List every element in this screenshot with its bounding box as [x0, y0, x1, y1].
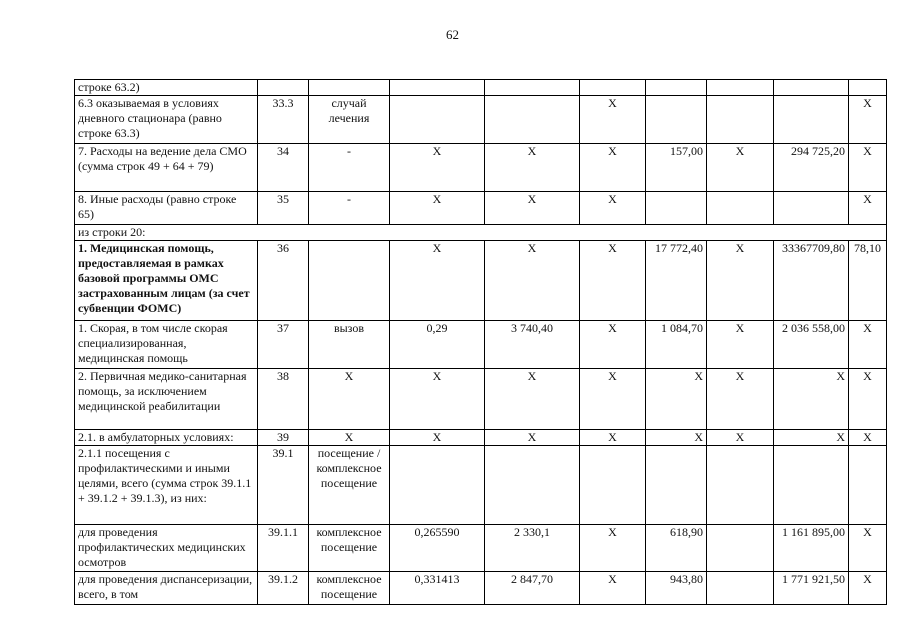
- percent-cell: Х: [849, 572, 887, 605]
- cost-cell: [485, 446, 580, 525]
- total-sum-cell: [774, 96, 849, 144]
- row-name-cell: строке 63.2): [75, 80, 258, 96]
- table-row: [75, 80, 887, 96]
- cost-cell: 3 740,40: [485, 321, 580, 369]
- unit-cell: случай лечения: [309, 96, 390, 144]
- row-name-cell: 1. Скорая, в том числе скорая специализированная, медицинская помощь: [75, 321, 258, 369]
- volume-cell: 0,265590: [390, 525, 485, 572]
- percent-cell: Х: [849, 321, 887, 369]
- volume-cell: 0,331413: [390, 572, 485, 605]
- row-name-cell: 2.1. в амбулаторных условиях:: [75, 430, 258, 446]
- unit-cell: комплексное посещение: [309, 572, 390, 605]
- col8-cell: [707, 572, 774, 605]
- percent-cell: [849, 446, 887, 525]
- volume-cell: [390, 446, 485, 525]
- col8-cell: Х: [707, 430, 774, 446]
- table-row: [75, 321, 887, 369]
- col8-cell: [707, 446, 774, 525]
- col8-cell: [707, 80, 774, 96]
- cost-cell: Х: [485, 241, 580, 321]
- cost-cell: Х: [485, 144, 580, 192]
- unit-cell: комплексное посещение: [309, 525, 390, 572]
- unit-cell: -: [309, 144, 390, 192]
- per-capita-cell: 157,00: [646, 144, 707, 192]
- row-name-cell: 7. Расходы на ведение дела СМО (сумма строк 49 + 64 + 79): [75, 144, 258, 192]
- total-sum-cell: 33367709,80: [774, 241, 849, 321]
- col6-cell: Х: [580, 369, 646, 430]
- row-number-cell: 39.1.1: [258, 525, 309, 572]
- volume-cell: [390, 80, 485, 96]
- per-capita-cell: [646, 192, 707, 225]
- total-sum-cell: Х: [774, 430, 849, 446]
- table-row: [75, 430, 887, 446]
- row-name-cell: 2. Первичная медико-санитарная помощь, за исключением медицинской реабилитации: [75, 369, 258, 430]
- per-capita-cell: 1 084,70: [646, 321, 707, 369]
- total-sum-cell: [774, 192, 849, 225]
- page-number: 62: [446, 27, 459, 42]
- col6-cell: [580, 446, 646, 525]
- percent-cell: Х: [849, 96, 887, 144]
- percent-cell: Х: [849, 525, 887, 572]
- cost-cell: Х: [485, 430, 580, 446]
- row-number-cell: 33.3: [258, 96, 309, 144]
- volume-cell: 0,29: [390, 321, 485, 369]
- table-row: [75, 446, 887, 525]
- total-sum-cell: [774, 446, 849, 525]
- row-number-cell: 38: [258, 369, 309, 430]
- row-number-cell: 39: [258, 430, 309, 446]
- cost-cell: [485, 96, 580, 144]
- total-sum-cell: 1 161 895,00: [774, 525, 849, 572]
- total-sum-cell: 294 725,20: [774, 144, 849, 192]
- table-row: [75, 572, 887, 605]
- per-capita-cell: [646, 96, 707, 144]
- col8-cell: [707, 192, 774, 225]
- cost-cell: 2 330,1: [485, 525, 580, 572]
- unit-cell: [309, 241, 390, 321]
- percent-cell: Х: [849, 369, 887, 430]
- row-number-cell: 36: [258, 241, 309, 321]
- table-row: [75, 369, 887, 430]
- per-capita-cell: 943,80: [646, 572, 707, 605]
- table-row: [75, 225, 887, 241]
- col6-cell: [580, 80, 646, 96]
- per-capita-cell: [646, 446, 707, 525]
- row-number-cell: 39.1: [258, 446, 309, 525]
- total-sum-cell: [774, 80, 849, 96]
- table-row: [75, 144, 887, 192]
- cost-cell: Х: [485, 369, 580, 430]
- col8-cell: [707, 525, 774, 572]
- row-number-cell: 35: [258, 192, 309, 225]
- row-name-cell: для проведения диспансеризации, всего, в том: [75, 572, 258, 605]
- col6-cell: Х: [580, 96, 646, 144]
- col6-cell: Х: [580, 144, 646, 192]
- col8-cell: Х: [707, 321, 774, 369]
- col6-cell: Х: [580, 525, 646, 572]
- cost-cell: [485, 80, 580, 96]
- per-capita-cell: Х: [646, 369, 707, 430]
- total-sum-cell: Х: [774, 369, 849, 430]
- unit-cell: посещение / комплексное посещение: [309, 446, 390, 525]
- total-sum-cell: 1 771 921,50: [774, 572, 849, 605]
- volume-cell: Х: [390, 144, 485, 192]
- unit-cell: -: [309, 192, 390, 225]
- col6-cell: Х: [580, 572, 646, 605]
- percent-cell: Х: [849, 144, 887, 192]
- unit-cell: Х: [309, 369, 390, 430]
- total-sum-cell: 2 036 558,00: [774, 321, 849, 369]
- per-capita-cell: 618,90: [646, 525, 707, 572]
- row-number-cell: 34: [258, 144, 309, 192]
- row-name-cell: 2.1.1 посещения с профилактическими и иными целями, всего (сумма строк 39.1.1 + 39.1.2 + 39.1.3), из них:: [75, 446, 258, 525]
- table-row: [75, 525, 887, 572]
- volume-cell: [390, 96, 485, 144]
- table-row: [75, 96, 887, 144]
- row-name-cell: для проведения профилактических медицинских осмотров: [75, 525, 258, 572]
- col8-cell: Х: [707, 144, 774, 192]
- row-name-cell: 6.3 оказываемая в условиях дневного стационара (равно строке 63.3): [75, 96, 258, 144]
- unit-cell: [309, 80, 390, 96]
- per-capita-cell: Х: [646, 430, 707, 446]
- volume-cell: Х: [390, 241, 485, 321]
- cost-cell: Х: [485, 192, 580, 225]
- percent-cell: [849, 80, 887, 96]
- col8-cell: Х: [707, 369, 774, 430]
- unit-cell: вызов: [309, 321, 390, 369]
- cost-cell: 2 847,70: [485, 572, 580, 605]
- volume-cell: Х: [390, 192, 485, 225]
- table-row: [75, 192, 887, 225]
- row-name-cell: 8. Иные расходы (равно строке 65): [75, 192, 258, 225]
- row-name-cell: 1. Медицинская помощь, предоставляемая в рамках базовой программы ОМС застрахованным лицам (за счет субвенции ФОМС): [75, 241, 258, 321]
- col6-cell: Х: [580, 192, 646, 225]
- financing-table: [74, 79, 887, 605]
- col6-cell: Х: [580, 321, 646, 369]
- volume-cell: Х: [390, 369, 485, 430]
- col6-cell: Х: [580, 241, 646, 321]
- table-row: [75, 241, 887, 321]
- row-number-cell: 37: [258, 321, 309, 369]
- row-number-cell: [258, 80, 309, 96]
- col8-cell: Х: [707, 241, 774, 321]
- col6-cell: Х: [580, 430, 646, 446]
- per-capita-cell: [646, 80, 707, 96]
- per-capita-cell: 17 772,40: [646, 241, 707, 321]
- percent-cell: 78,10: [849, 241, 887, 321]
- col8-cell: [707, 96, 774, 144]
- volume-cell: Х: [390, 430, 485, 446]
- percent-cell: Х: [849, 192, 887, 225]
- unit-cell: Х: [309, 430, 390, 446]
- row-number-cell: 39.1.2: [258, 572, 309, 605]
- section-label-cell: из строки 20:: [75, 225, 887, 241]
- percent-cell: Х: [849, 430, 887, 446]
